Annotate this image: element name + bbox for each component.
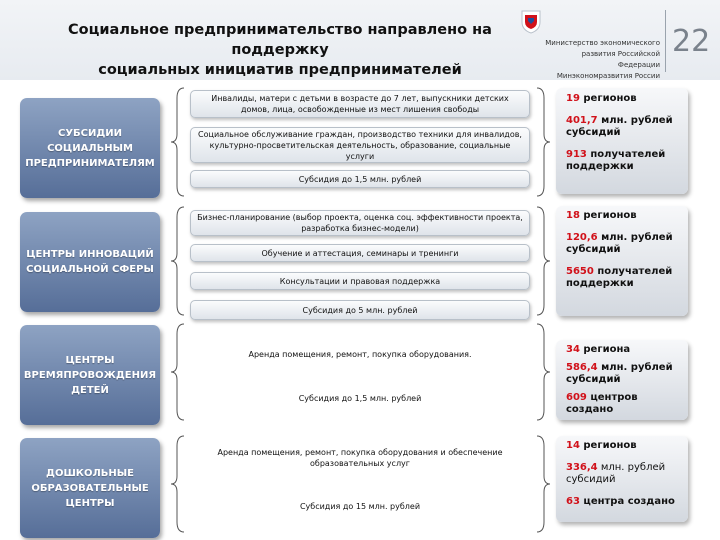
item-subsidy-2: Субсидия до 5 млн. рублей	[190, 300, 530, 320]
item-consulting: Консультации и правовая поддержка	[190, 272, 530, 290]
results-children: 34 региона 586,4 млн. рублей субсидий 609 центров создано	[556, 340, 688, 420]
brace-left-2	[168, 205, 188, 317]
brace-left-3	[168, 322, 188, 422]
ministry-logo-icon	[520, 8, 542, 34]
brace-right-4	[533, 434, 553, 534]
category-subsidies	[20, 98, 160, 198]
item-target-groups: Инвалиды, матери с детьми в возрасте до 7 лет, выпускники детских домов, лица, освобожденные из мест лишения свободы	[190, 90, 530, 118]
category-preschool-centers	[20, 438, 160, 538]
item-subsidy-1: Субсидия до 1,5 млн. рублей	[190, 170, 530, 188]
item-premises-rent: Аренда помещения, ремонт, покупка оборудования.	[190, 340, 530, 368]
brace-right-1	[533, 86, 553, 198]
brace-left-1	[168, 86, 188, 198]
brace-right-3	[533, 322, 553, 422]
category-children-centers	[20, 325, 160, 425]
ministry-line-3: Минэкономразвития России	[556, 72, 660, 80]
category-subsidies-label: СУБСИДИИ СОЦИАЛЬНЫМ ПРЕДПРИНИМАТЕЛЯМ	[25, 127, 155, 169]
item-training: Обучение и аттестация, семинары и тренинги	[190, 244, 530, 262]
results-innovation: 18 регионов 120,6 млн. рублей субсидий 5650 получателей поддержки	[556, 206, 688, 316]
item-subsidy-3: Субсидия до 1,5 млн. рублей	[190, 384, 530, 412]
category-preschool-label: ДОШКОЛЬНЫЕ ОБРАЗОВАТЕЛЬНЫЕ ЦЕНТРЫ	[31, 467, 149, 509]
category-innovation-label: ЦЕНТРЫ ИННОВАЦИЙ СОЦИАЛЬНОЙ СФЕРЫ	[26, 249, 154, 275]
item-subsidy-4: Субсидия до 15 млн. рублей	[190, 494, 530, 518]
ministry-line-1: Министерство экономического	[545, 39, 660, 47]
category-innovation-centers	[20, 212, 160, 312]
results-subsidies: 19 регионов 401,7 млн. рублей субсидий 913 получателей поддержки	[556, 88, 688, 194]
item-preschool-premises: Аренда помещения, ремонт, покупка оборудования и обеспечение образовательных услуг	[190, 443, 530, 473]
brace-left-4	[168, 434, 188, 534]
title-line-1: Социальное предпринимательство направлено на поддержку	[68, 22, 492, 58]
page-title	[20, 20, 540, 80]
item-activities: Социальное обслуживание граждан, производство техники для инвалидов, культурно-просветительская деятельность, образование, социальные услуги	[190, 127, 530, 163]
results-preschool: 14 регионов 336,4 млн. рублей субсидий 63 центра создано	[556, 436, 688, 522]
category-children-label: ЦЕНТРЫ ВРЕМЯПРОВОЖДЕНИЯ ДЕТЕЙ	[23, 354, 157, 396]
ministry-line-2: развития Российской Федерации	[581, 50, 660, 69]
brace-right-2	[533, 205, 553, 317]
ministry-name	[538, 38, 660, 82]
header-divider	[665, 10, 666, 72]
item-business-planning: Бизнес-планирование (выбор проекта, оценка соц. эффективности проекта, разработка бизнес-модели)	[190, 210, 530, 236]
page-number: 22	[672, 24, 711, 59]
title-line-2: социальных инициатив предпринимателей	[98, 62, 462, 78]
